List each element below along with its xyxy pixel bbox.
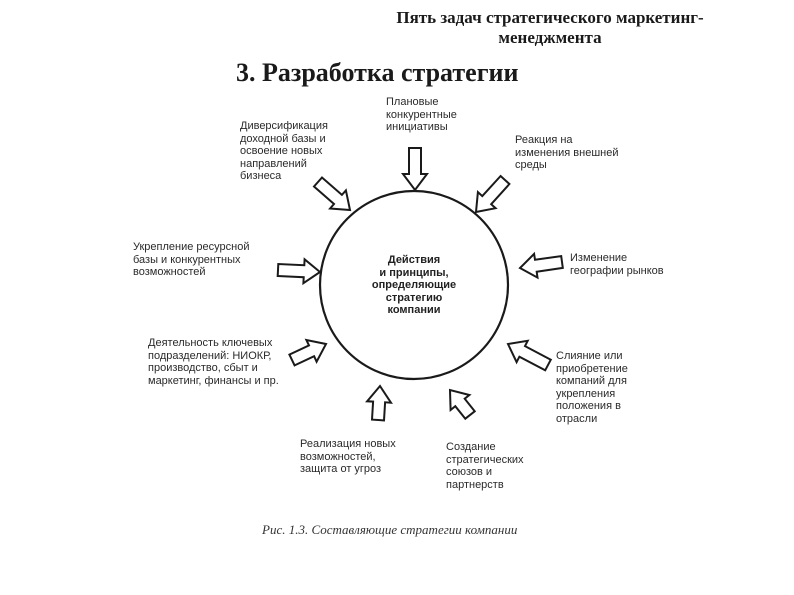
factor-line: приобретение [556, 362, 628, 375]
factor-line: производство, сбыт и [148, 362, 258, 374]
figure-caption: Рис. 1.3. Составляющие стратегии компании [262, 522, 518, 537]
factor-line: Изменение [570, 252, 628, 264]
factor-line: доходной базы и [240, 132, 326, 145]
factor-line: отрасли [556, 412, 598, 425]
center-line: и принципы, [379, 266, 449, 279]
factor-line: укрепления [556, 387, 616, 400]
factor-line: Создание [446, 441, 496, 453]
factor-key-units [148, 337, 279, 387]
factor-line: среды [515, 159, 547, 171]
factor-line: партнерств [446, 478, 504, 491]
factor-alliances [446, 441, 524, 491]
arrow-market-geography [520, 254, 563, 278]
factor-line: Реакция на [515, 134, 573, 146]
arrow-mergers [508, 341, 551, 371]
factor-line: конкурентные [386, 108, 457, 121]
factor-mergers [556, 350, 628, 425]
factor-line: географии рынков [570, 264, 664, 277]
factor-line: подразделений: НИОКР, [148, 349, 272, 362]
factor-opportunities [300, 438, 396, 476]
factor-line: возможностей [133, 266, 206, 278]
arrow-key-units [289, 340, 326, 365]
center-line: стратегию [385, 291, 443, 304]
factor-line: возможностей, [300, 450, 376, 463]
factor-line: инициативы [386, 121, 448, 133]
center-line: компании [387, 304, 441, 316]
factor-line: освоение новых [240, 145, 323, 157]
arrow-planned-initiatives [403, 148, 427, 190]
factor-line: направлений [240, 157, 307, 170]
factor-diversification [240, 120, 328, 183]
factor-planned-initiatives [386, 96, 457, 134]
factor-line: компаний для [556, 375, 627, 387]
factor-market-geography [570, 252, 664, 277]
center-line: Действия [387, 254, 441, 266]
factor-line: положения в [556, 400, 621, 412]
factor-market-reaction [515, 134, 619, 172]
factor-resource-base [133, 241, 250, 279]
arrow-opportunities [367, 386, 391, 420]
header-line-2: менеджмента [498, 28, 602, 47]
factor-line: маркетинг, финансы и пр. [148, 374, 279, 387]
factor-line: Плановые [386, 96, 439, 108]
factor-line: Реализация новых [300, 438, 396, 450]
factor-line: защита от угроз [300, 463, 382, 475]
factor-line: стратегических [446, 453, 524, 466]
factor-line: базы и конкурентных [133, 253, 241, 266]
arrow-resource-base [278, 259, 320, 283]
factor-line: Диверсификация [240, 120, 328, 132]
factor-line: Укрепление ресурсной [133, 241, 250, 253]
center-line: определяющие [371, 279, 457, 291]
section-title: 3. Разработка стратегии [236, 58, 519, 87]
arrow-market-reaction [476, 176, 509, 212]
factor-line: Слияние или [556, 350, 623, 362]
center-label [362, 254, 466, 317]
header-line-1: Пять задач стратегического маркетинг- [396, 8, 704, 27]
factor-line: бизнеса [240, 170, 282, 182]
factor-line: изменения внешней [515, 146, 619, 159]
arrow-alliances [450, 390, 475, 419]
factor-line: союзов и [446, 466, 493, 478]
factor-line: Деятельность ключевых [148, 337, 273, 349]
